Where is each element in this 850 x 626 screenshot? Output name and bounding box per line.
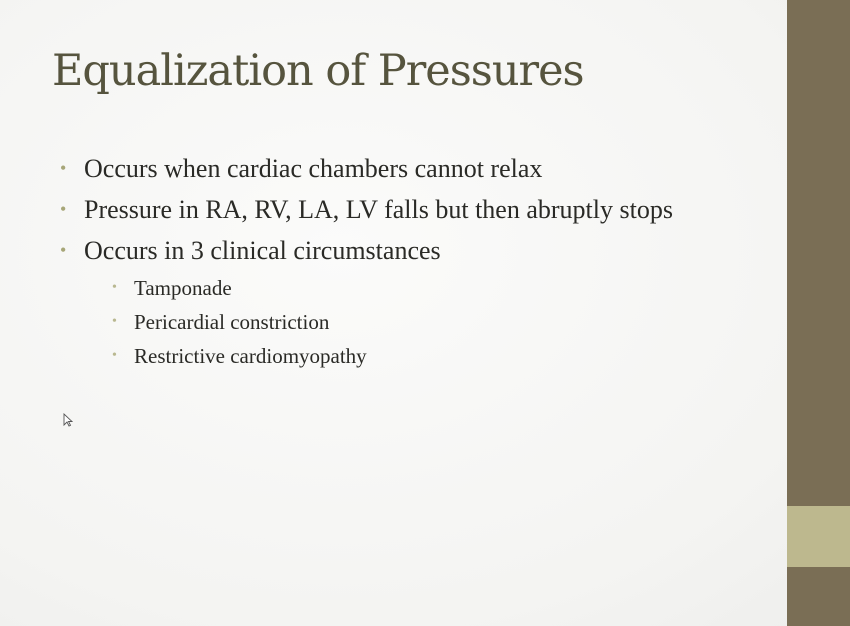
bullet-item (60, 148, 673, 189)
sub-bullet-text: Tamponade (134, 276, 232, 300)
bullet-text: Pressure in RA, RV, LA, LV falls but then abruptly stops (84, 195, 673, 224)
bullet-dot-icon: • (112, 314, 117, 329)
sub-bullet-item (112, 271, 673, 305)
mouse-pointer-icon (63, 413, 73, 427)
bullet-list (60, 148, 673, 373)
bullet-text: Occurs when cardiac chambers cannot relax (84, 154, 543, 183)
slide-title: Equalization of Pressures (52, 46, 584, 96)
sub-bullet-item (112, 339, 673, 373)
bullet-dot-icon: • (112, 348, 117, 363)
sub-bullet-text: Restrictive cardiomyopathy (134, 344, 367, 368)
bullet-item (60, 230, 673, 373)
bullet-text: Occurs in 3 clinical circumstances (84, 236, 441, 265)
sub-bullet-item (112, 305, 673, 339)
sub-bullet-text: Pericardial constriction (134, 310, 330, 334)
bullet-dot-icon: • (60, 158, 67, 178)
bullet-item (60, 189, 673, 230)
bullet-dot-icon: • (60, 199, 67, 219)
sidebar-accent-block (787, 506, 850, 567)
bullet-dot-icon: • (112, 280, 117, 295)
sub-bullet-list (84, 271, 673, 373)
bullet-dot-icon: • (60, 240, 67, 260)
